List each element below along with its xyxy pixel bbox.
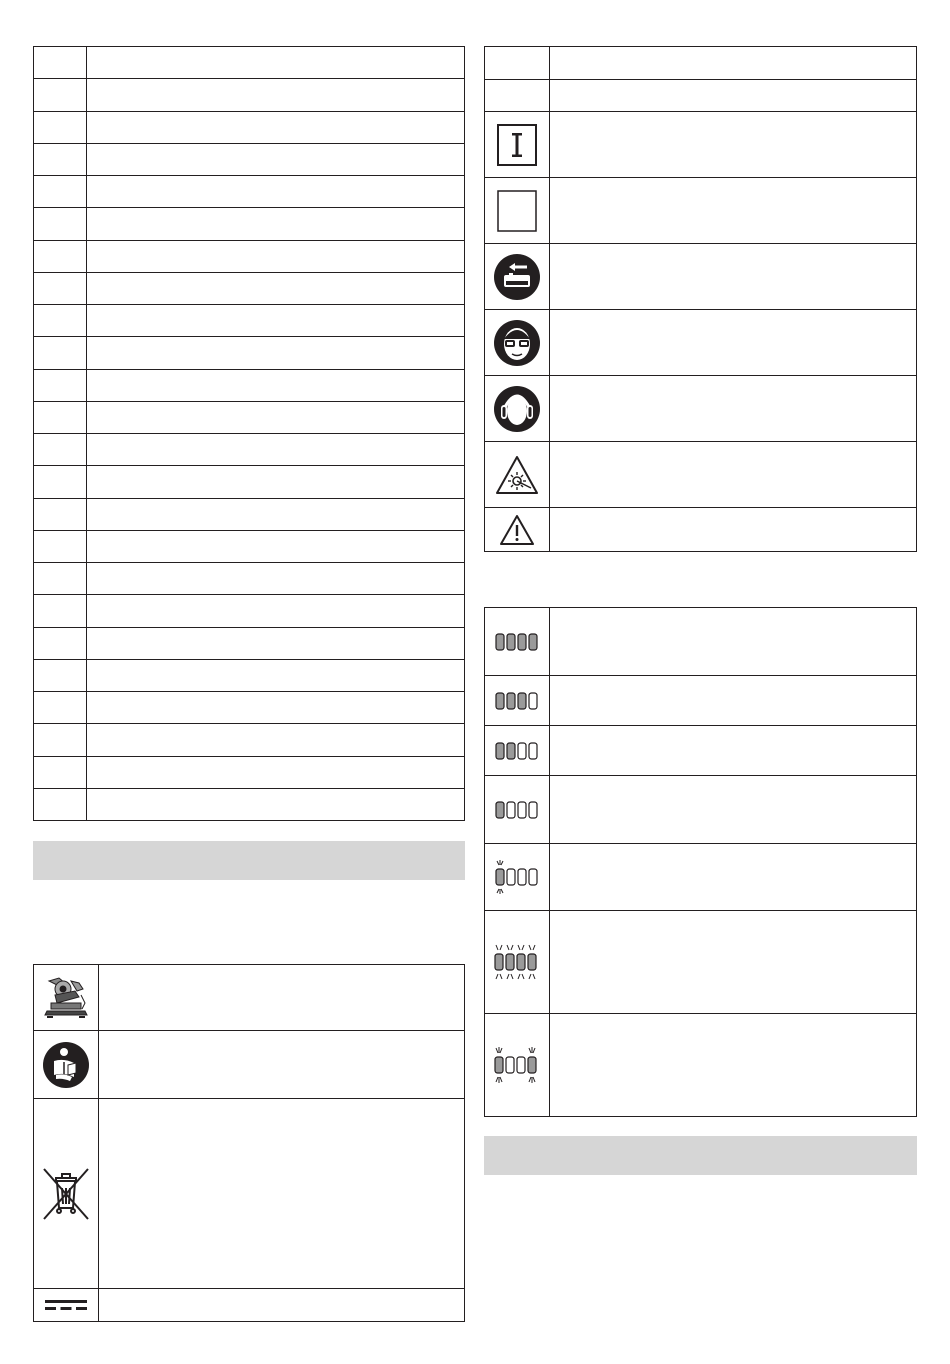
part-number-cell [34,788,87,820]
part-number-cell [34,305,87,337]
symbol-row [485,508,917,552]
read-manual-icon [42,1041,90,1089]
part-number-cell [34,47,87,79]
part-name-cell [87,143,465,175]
symbol-description [550,47,917,80]
symbol-icon-cell [485,310,550,376]
part-number-cell [34,563,87,595]
table-row [34,498,465,530]
battery-state-row [485,676,917,726]
battery-icon-cell [485,726,550,776]
table-row [34,272,465,304]
battery-icon-cell [485,676,550,726]
crossed-out-bin-icon [41,1166,91,1222]
table-row [34,756,465,788]
symbol-row [485,112,917,178]
symbol-description [99,1289,465,1322]
table-row [34,305,465,337]
laser-warning-icon [495,455,539,495]
remove-battery-icon [493,253,541,301]
part-number-cell [34,692,87,724]
symbol-description [550,112,917,178]
part-name-cell [87,272,465,304]
part-number-cell [34,111,87,143]
part-number-cell [34,530,87,562]
part-name-cell [87,530,465,562]
table-row [34,466,465,498]
battery-1-bar-blinking-icon [495,859,539,895]
symbol-icon-cell [485,112,550,178]
part-number-cell [34,369,87,401]
part-number-cell [34,79,87,111]
symbol-description [550,244,917,310]
part-name-cell [87,47,465,79]
symbol-icon-cell [485,376,550,442]
part-name-cell [87,466,465,498]
part-name-cell [87,337,465,369]
symbol-icon-cell [485,80,550,112]
table-row [34,563,465,595]
symbol-description [550,310,917,376]
table-row [34,401,465,433]
battery-icon-cell [485,911,550,1014]
part-name-cell [87,240,465,272]
symbol-description [99,1031,465,1099]
symbol-row [485,178,917,244]
battery-state-row [485,1014,917,1117]
part-number-cell [34,337,87,369]
part-name-cell [87,434,465,466]
part-name-cell [87,563,465,595]
part-name-cell [87,692,465,724]
symbol-row [485,47,917,80]
symbol-row [485,80,917,112]
battery-indicator-table [484,607,917,1117]
part-name-cell [87,305,465,337]
battery-state-description [550,676,917,726]
symbol-description [550,442,917,508]
table-row [34,434,465,466]
part-number-cell [34,240,87,272]
symbol-description [550,80,917,112]
battery-state-description [550,844,917,911]
symbol-description [550,376,917,442]
table-row [34,240,465,272]
symbol-row [485,244,917,310]
wear-eye-protection-icon [493,319,541,367]
battery-3-bars-icon [495,691,539,711]
symbol-icon-cell [34,965,99,1031]
part-name-cell [87,498,465,530]
table-row [34,337,465,369]
symbol-icon-cell [485,47,550,80]
parts-list-table [33,46,465,821]
symbols-table-right [484,46,917,552]
symbol-description [550,178,917,244]
table-row [34,111,465,143]
symbol-row [34,965,465,1031]
part-name-cell [87,369,465,401]
battery-state-description [550,608,917,676]
symbol-row [485,310,917,376]
part-name-cell [87,208,465,240]
part-number-cell [34,498,87,530]
symbol-row [34,1099,465,1289]
table-row [34,176,465,208]
general-warning-icon [499,514,535,546]
table-row [34,627,465,659]
battery-state-description [550,726,917,776]
symbol-row [34,1031,465,1099]
part-name-cell [87,79,465,111]
battery-state-row [485,776,917,844]
part-name-cell [87,724,465,756]
part-name-cell [87,595,465,627]
section-heading-bar-left [33,841,465,880]
symbol-icon-cell [485,442,550,508]
battery-all-bars-blinking-icon [494,942,540,982]
part-number-cell [34,595,87,627]
part-number-cell [34,627,87,659]
part-number-cell [34,724,87,756]
table-row [34,659,465,691]
part-name-cell [87,111,465,143]
battery-state-row [485,911,917,1014]
part-name-cell [87,627,465,659]
symbol-row [485,376,917,442]
symbol-description [99,1099,465,1289]
battery-state-description [550,1014,917,1117]
part-number-cell [34,272,87,304]
symbol-icon-cell [34,1099,99,1289]
lock-on-icon [497,124,537,166]
battery-1-bar-icon [495,800,539,820]
table-row [34,47,465,79]
wear-ear-protection-icon [493,385,541,433]
table-row [34,595,465,627]
table-row [34,208,465,240]
battery-4-bars-icon [495,632,539,652]
symbols-table-left [33,964,465,1322]
battery-icon-cell [485,1014,550,1117]
part-number-cell [34,176,87,208]
battery-icon-cell [485,776,550,844]
part-number-cell [34,401,87,433]
part-number-cell [34,659,87,691]
table-row [34,692,465,724]
table-row [34,143,465,175]
part-name-cell [87,659,465,691]
table-row [34,79,465,111]
part-name-cell [87,176,465,208]
miter-saw-illustration-icon [41,973,91,1023]
battery-outer-bars-blinking-icon [494,1045,540,1085]
symbol-icon-cell [485,178,550,244]
symbol-icon-cell [485,244,550,310]
table-row [34,369,465,401]
battery-icon-cell [485,844,550,911]
battery-state-row [485,844,917,911]
section-heading-bar-right [484,1136,917,1175]
symbol-icon-cell [34,1289,99,1322]
lock-off-icon [497,190,537,232]
battery-2-bars-icon [495,741,539,761]
part-name-cell [87,788,465,820]
part-number-cell [34,434,87,466]
part-number-cell [34,756,87,788]
table-row [34,788,465,820]
part-number-cell [34,466,87,498]
symbol-description [550,508,917,552]
symbol-row [485,442,917,508]
part-number-cell [34,208,87,240]
table-row [34,724,465,756]
battery-state-description [550,911,917,1014]
symbol-icon-cell [485,508,550,552]
battery-icon-cell [485,608,550,676]
symbol-description [99,965,465,1031]
symbol-icon-cell [34,1031,99,1099]
table-row [34,530,465,562]
direct-current-icon [44,1298,88,1312]
battery-state-row [485,608,917,676]
battery-state-description [550,776,917,844]
symbol-row [34,1289,465,1322]
battery-state-row [485,726,917,776]
part-number-cell [34,143,87,175]
part-name-cell [87,756,465,788]
part-name-cell [87,401,465,433]
